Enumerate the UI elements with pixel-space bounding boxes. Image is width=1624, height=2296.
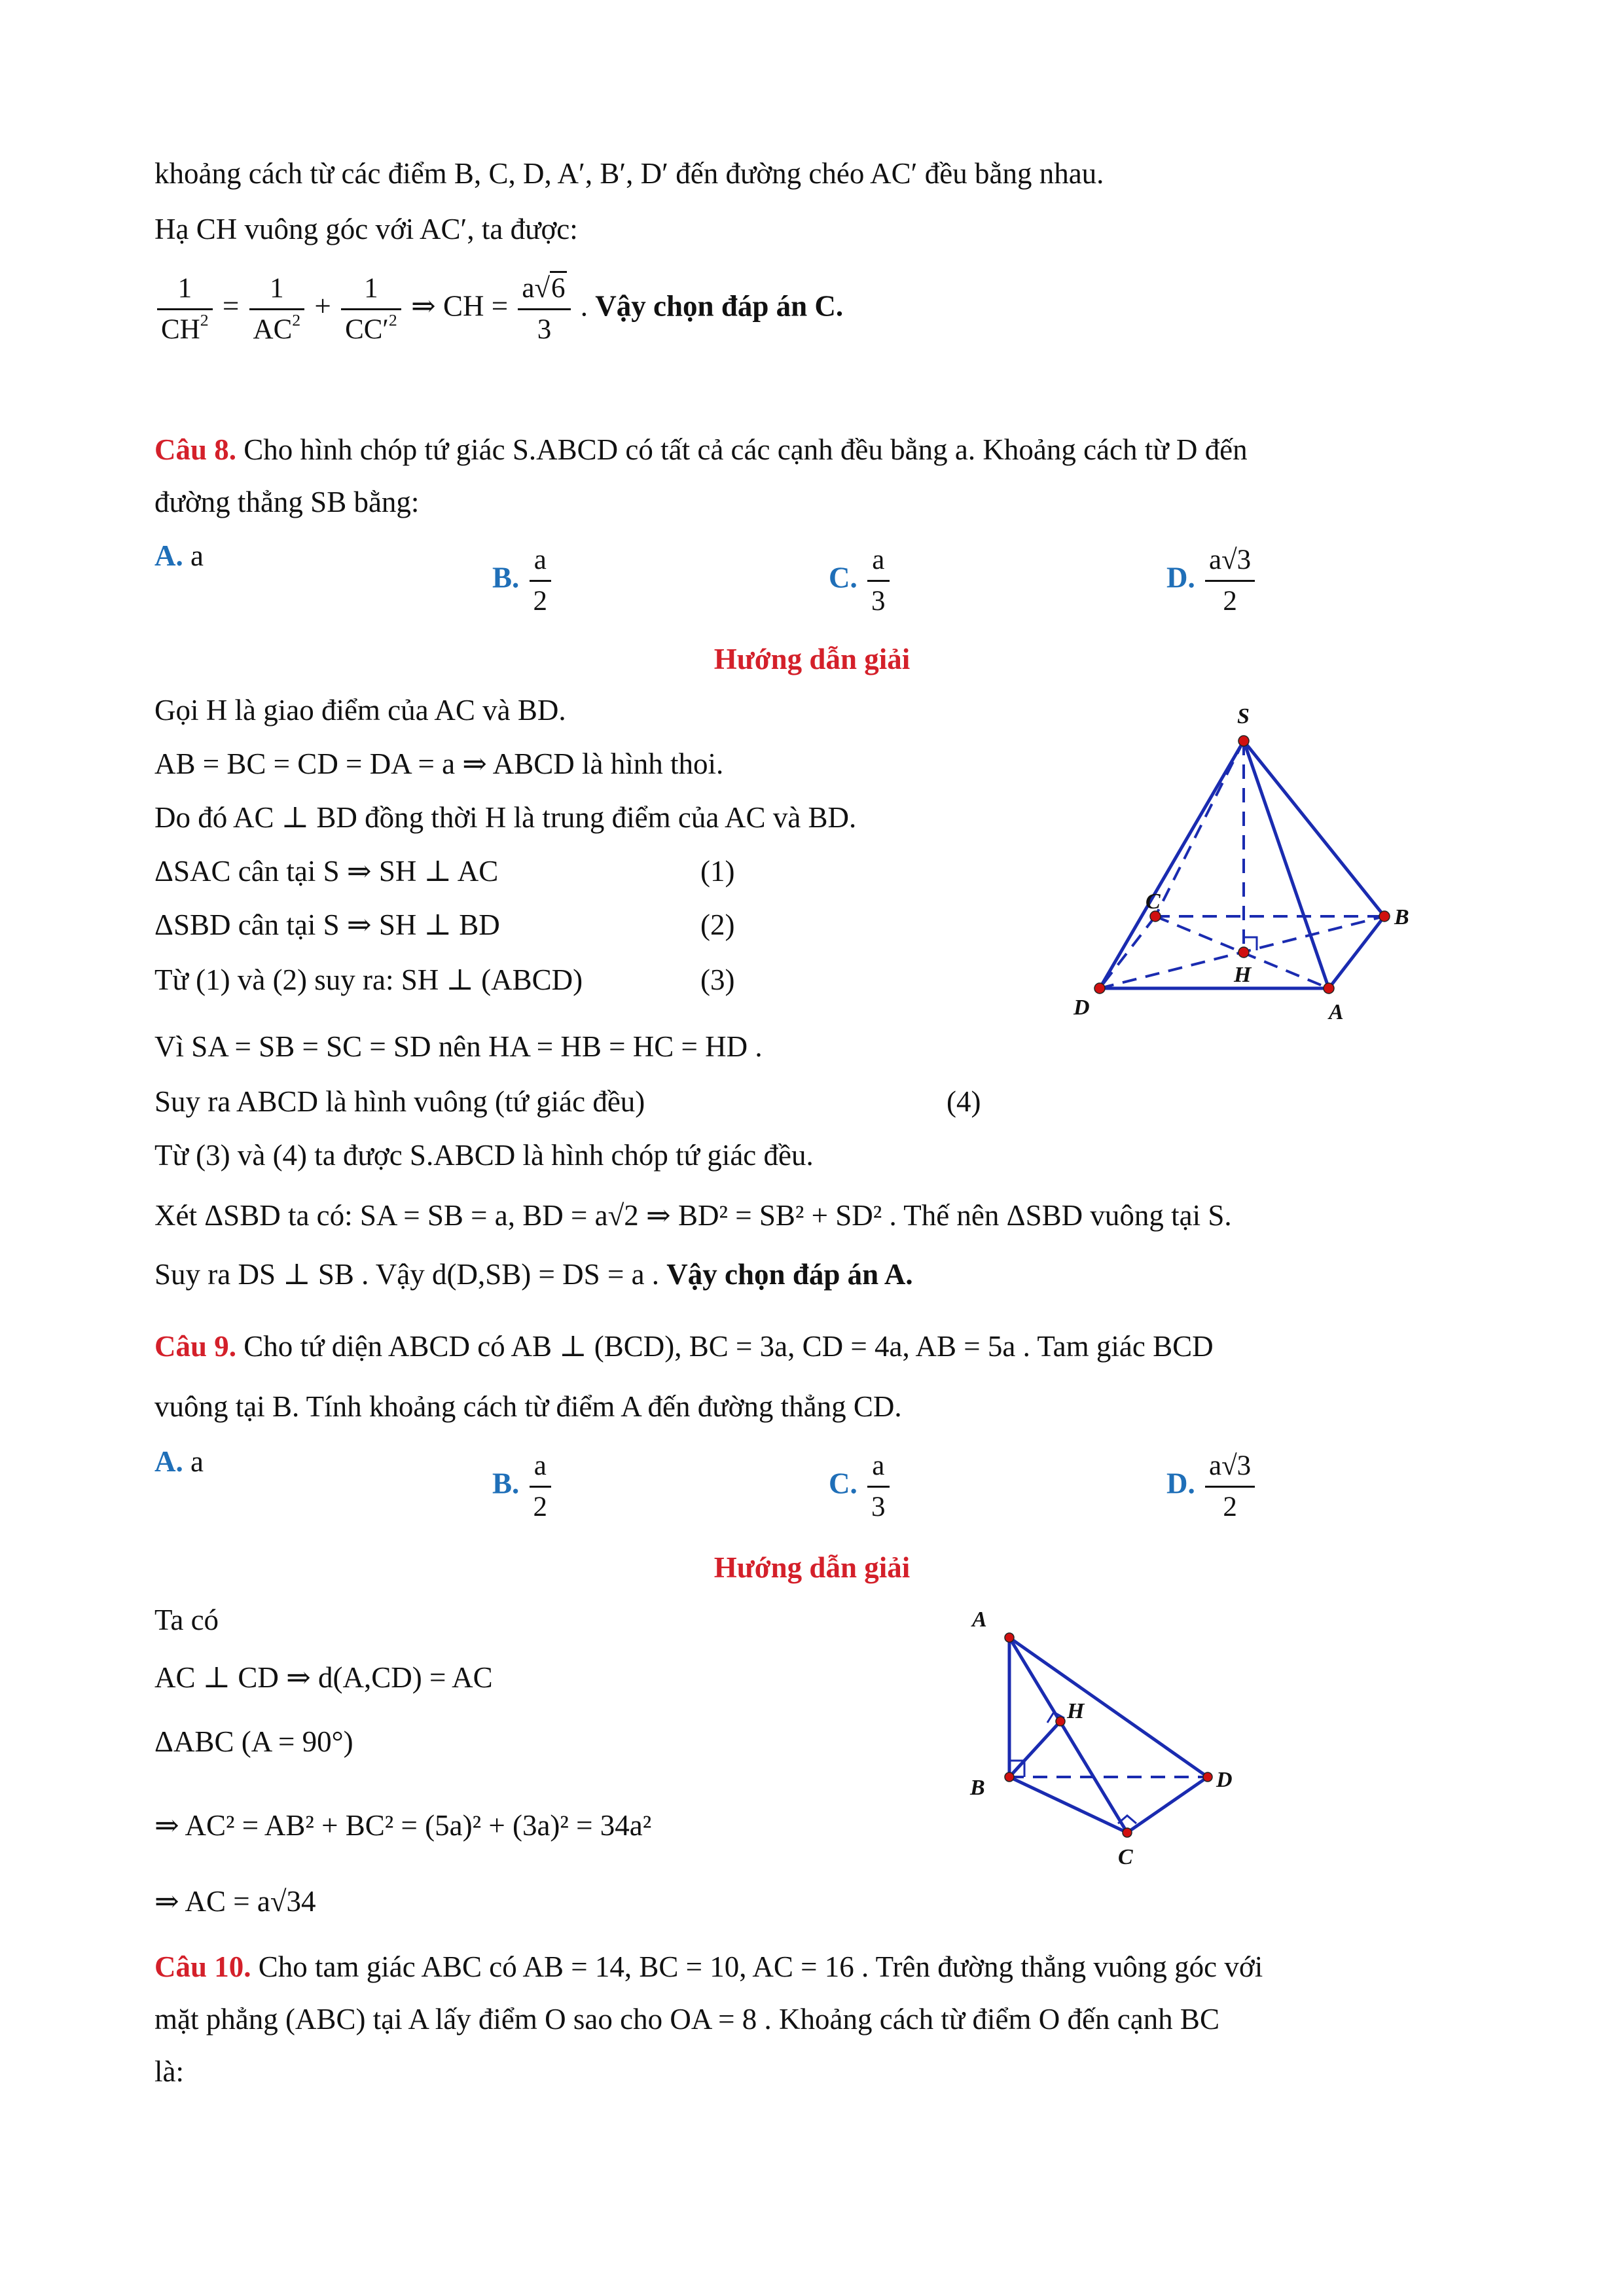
q8-sol-11: Suy ra DS ⊥ SB . Vậy d(D,SB) = DS = a . Vậy chọn đáp án A.: [154, 1258, 913, 1291]
point-d: [1094, 983, 1105, 994]
q8-guide-heading: Hướng dẫn giải: [713, 643, 911, 675]
q9-sol-3: ΔABC (A = 90°): [154, 1725, 353, 1758]
edge-ad: [1009, 1638, 1208, 1777]
tetrahedron-figure: [956, 1597, 1296, 1885]
point-a: [1324, 983, 1334, 994]
q9-sol-2: AC ⊥ CD ⇒ d(A,CD) = AC: [154, 1661, 493, 1694]
intro-line-1: khoảng cách từ các điểm B, C, D, A′, B′, D′ đến đường chéo AC′ đều bằng nhau.: [154, 157, 1104, 190]
label-d: D: [1074, 996, 1090, 1020]
point-h: [1056, 1717, 1065, 1726]
pyramid-figure: [1047, 694, 1479, 1034]
q9-option-a[interactable]: A. a: [154, 1445, 204, 1478]
ch-formula: $\frac{1}{CH^2}$ = $\frac{1}{AC^2}$ + $\frac{1}{CC'^2}$ ⇒ CH = $\frac{a√6}{3}$ . Vậy chọn đáp án C.: [154, 272, 843, 346]
edge-cd: [1127, 1777, 1208, 1833]
label-c: C: [1118, 1845, 1133, 1869]
label-b: B: [970, 1776, 985, 1800]
q10-stem-line-3: là:: [154, 2055, 184, 2088]
label-c: C: [1146, 889, 1161, 914]
q8-tag-2: (2): [700, 908, 735, 941]
edge-sa: [1244, 741, 1329, 988]
q9-label: Câu 9.: [154, 1330, 237, 1363]
q8-sol-2: AB = BC = CD = DA = a ⇒ ABCD là hình thoi.: [154, 747, 724, 780]
edge-sc: [1155, 741, 1244, 916]
q9-sol-4: ⇒ AC² = AB² + BC² = (5a)² + (3a)² = 34a²: [154, 1809, 652, 1842]
q8-sol-1: Gọi H là giao điểm của AC và BD.: [154, 694, 566, 726]
label-b: B: [1394, 905, 1409, 929]
q9-stem-line-2: vuông tại B. Tính khoảng cách từ điểm A đến đường thẳng CD.: [154, 1390, 902, 1423]
q8-sol-5: ΔSBD cân tại S ⇒ SH ⊥ BD: [154, 908, 500, 941]
edge-sb: [1244, 741, 1384, 916]
point-d: [1203, 1772, 1212, 1782]
q8-option-d[interactable]: D. $\frac{a√3}{2}$: [1166, 543, 1257, 618]
q8-label: Câu 8.: [154, 433, 237, 466]
q9-sol-1: Ta có: [154, 1604, 219, 1636]
q8-option-a[interactable]: A. a: [154, 539, 204, 572]
point-h: [1238, 947, 1249, 958]
q9-option-d[interactable]: D. $\frac{a√3}{2}$: [1166, 1449, 1257, 1524]
point-c: [1123, 1828, 1132, 1837]
label-h: H: [1067, 1699, 1085, 1723]
label-s: S: [1237, 704, 1250, 728]
q8-sol-8: Suy ra ABCD là hình vuông (tứ giác đều): [154, 1085, 645, 1118]
point-s: [1238, 736, 1249, 746]
q10-label: Câu 10.: [154, 1950, 251, 1983]
q10-stem-line-2: mặt phẳng (ABC) tại A lấy điểm O sao cho OA = 8 . Khoảng cách từ điểm O đến cạnh BC: [154, 2003, 1219, 2036]
q8-option-c[interactable]: C. $\frac{a}{3}$: [829, 543, 892, 618]
point-a: [1005, 1633, 1014, 1642]
label-a: A: [1329, 1000, 1344, 1024]
point-b: [1005, 1772, 1014, 1782]
q8-conclusion: Vậy chọn đáp án A.: [666, 1258, 913, 1291]
q9-option-b[interactable]: B. $\frac{a}{2}$: [492, 1449, 554, 1524]
q8-tag-4: (4): [947, 1085, 981, 1118]
intro-line-2: Hạ CH vuông góc với AC′, ta được:: [154, 213, 578, 245]
q8-sol-10: Xét ΔSBD ta có: SA = SB = a, BD = a√2 ⇒ BD² = SB² + SD² . Thế nên ΔSBD vuông tại S.: [154, 1199, 1232, 1232]
q8-stem-line-1: Câu 8. Cho hình chóp tứ giác S.ABCD có tất cả các cạnh đều bằng a. Khoảng cách từ D đến: [154, 433, 1248, 466]
label-a: A: [972, 1607, 987, 1632]
label-h: H: [1234, 963, 1252, 987]
q9-sol-5: ⇒ AC = a√34: [154, 1885, 316, 1918]
q8-sol-4: ΔSAC cân tại S ⇒ SH ⊥ AC: [154, 855, 499, 888]
intro-conclusion: Vậy chọn đáp án C.: [595, 289, 844, 323]
q8-sol-3: Do đó AC ⊥ BD đồng thời H là trung điểm của AC và BD.: [154, 801, 857, 834]
edge-sd: [1100, 741, 1244, 988]
segment-bh: [1009, 1721, 1060, 1777]
q8-option-b[interactable]: B. $\frac{a}{2}$: [492, 543, 554, 618]
q8-sol-9: Từ (3) và (4) ta được S.ABCD là hình chóp tứ giác đều.: [154, 1139, 814, 1172]
q8-tag-1: (1): [700, 855, 735, 888]
point-b: [1379, 911, 1390, 922]
q10-stem-line-1: Câu 10. Cho tam giác ABC có AB = 14, BC = 10, AC = 16 . Trên đường thẳng vuông góc với: [154, 1950, 1263, 1983]
label-d: D: [1216, 1768, 1233, 1792]
q9-option-c[interactable]: C. $\frac{a}{3}$: [829, 1449, 892, 1524]
q8-sol-7: Vì SA = SB = SC = SD nên HA = HB = HC = HD .: [154, 1030, 763, 1063]
q9-stem-line-1: Câu 9. Cho tứ diện ABCD có AB ⊥ (BCD), BC = 3a, CD = 4a, AB = 5a . Tam giác BCD: [154, 1330, 1214, 1363]
q8-stem-line-2: đường thẳng SB bằng:: [154, 486, 420, 518]
q8-tag-3: (3): [700, 963, 735, 996]
q9-guide-heading: Hướng dẫn giải: [713, 1551, 911, 1584]
q8-sol-6: Từ (1) và (2) suy ra: SH ⊥ (ABCD): [154, 963, 583, 996]
